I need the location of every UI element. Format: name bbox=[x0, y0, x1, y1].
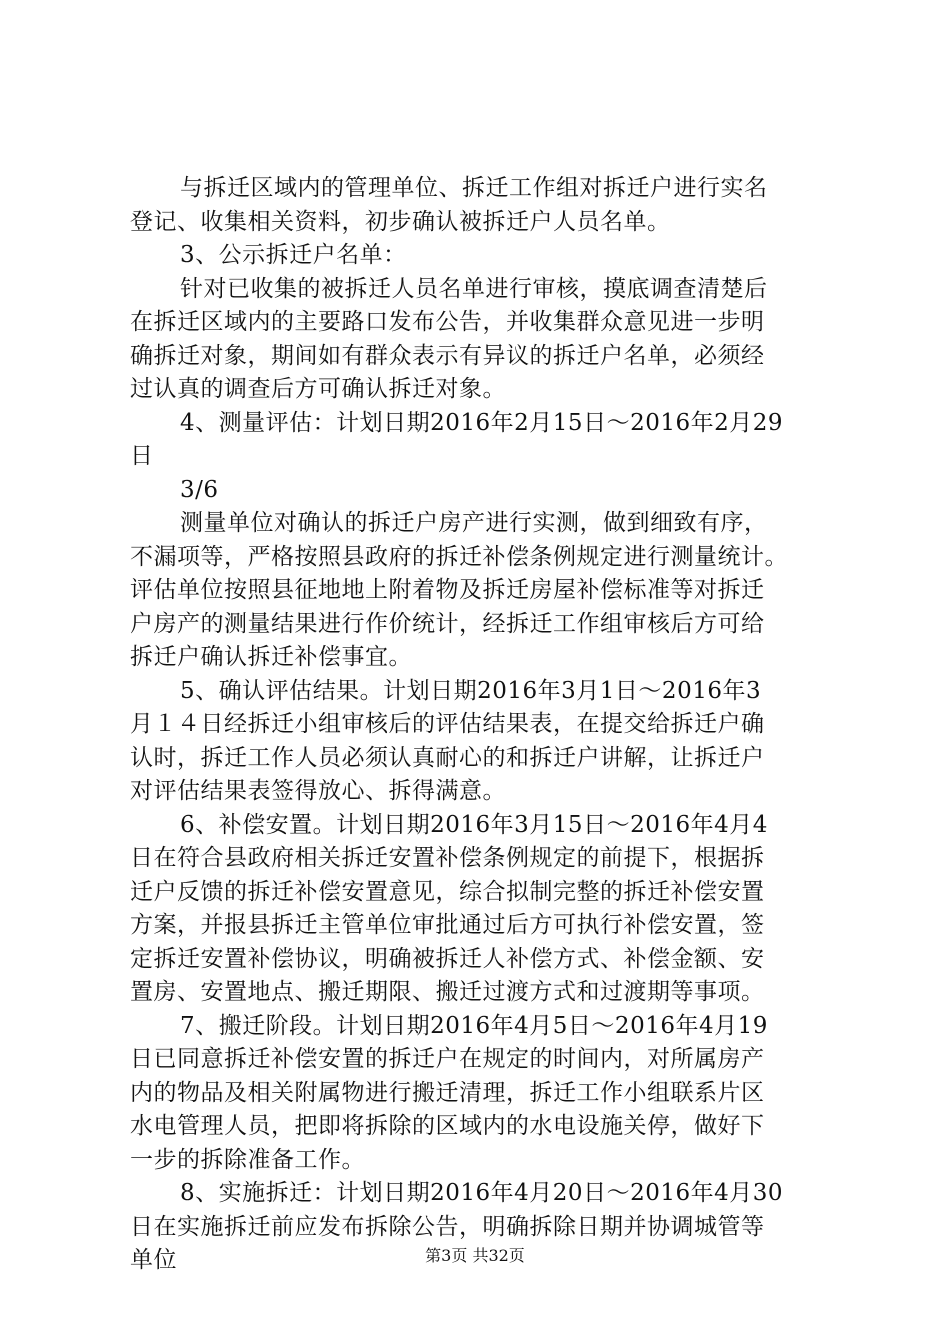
text-line: 不漏项等，严格按照县政府的拆迁补偿条例规定进行测量统计。 bbox=[130, 543, 788, 570]
text-line: 置房、安置地点、搬迁期限、搬迁过渡方式和过渡期等事项。 bbox=[130, 979, 765, 1005]
text-line: 方案，并报县拆迁主管单位审批通过后方可执行补偿安置，签 bbox=[130, 912, 765, 938]
text-line: 月１４日经拆迁小组审核后的评估结果表，在提交给拆迁户确 bbox=[130, 711, 765, 737]
text-line: 日 bbox=[130, 443, 154, 469]
text-line: 内的物品及相关附属物进行搬迁清理，拆迁工作小组联系片区 bbox=[130, 1079, 765, 1106]
text-line: 单位 bbox=[130, 1247, 177, 1273]
text-line: 在拆迁区域内的主要路口发布公告，并收集群众意见进一步明 bbox=[130, 309, 765, 335]
text-line: 日在实施拆迁前应发布拆除公告，明确拆除日期并协调城管等 bbox=[130, 1213, 765, 1240]
text-line: 拆迁户确认拆迁补偿事宜。 bbox=[130, 644, 412, 670]
text-line: 登记、收集相关资料，初步确认被拆迁户人员名单。 bbox=[130, 208, 671, 235]
text-line: 确拆迁对象，期间如有群众表示有异议的拆迁户名单，必须经 bbox=[130, 342, 765, 369]
text-line: 测量单位对确认的拆迁户房产进行实测，做到细致有序， bbox=[180, 510, 768, 536]
text-line: 水电管理人员，把即将拆除的区域内的水电设施关停，做好下 bbox=[130, 1113, 765, 1139]
text-line: 与拆迁区域内的管理单位、拆迁工作组对拆迁户进行实名 bbox=[180, 175, 768, 201]
section-heading: 5、确认评估结果。计划日期2016年3月1日～2016年3 bbox=[180, 677, 762, 704]
text-line: 定拆迁安置补偿协议，明确被拆迁人补偿方式、补偿金额、安 bbox=[130, 945, 765, 972]
section-heading: 8、实施拆迁：计划日期2016年4月20日～2016年4月30 bbox=[180, 1180, 783, 1206]
page-marker: 3/6 bbox=[180, 476, 219, 503]
section-heading: 3、公示拆迁户名单： bbox=[180, 242, 407, 268]
text-line: 认时，拆迁工作人员必须认真耐心的和拆迁户讲解，让拆迁户 bbox=[130, 744, 765, 771]
document-body bbox=[130, 172, 830, 1278]
text-line: 户房产的测量结果进行作价统计，经拆迁工作组审核后方可给 bbox=[130, 610, 765, 637]
text-line: 迁户反馈的拆迁补偿安置意见，综合拟制完整的拆迁补偿安置 bbox=[130, 878, 765, 905]
page-footer bbox=[0, 1243, 950, 1266]
text-line: 评估单位按照县征地地上附着物及拆迁房屋补偿标准等对拆迁 bbox=[130, 577, 765, 603]
page-number-label: 第3页 共32页 bbox=[425, 1246, 525, 1265]
section-heading: 4、测量评估：计划日期2016年2月15日～2016年2月29 bbox=[180, 409, 783, 436]
section-heading: 6、补偿安置。计划日期2016年3月15日～2016年4月4 bbox=[180, 811, 768, 838]
text-line: 过认真的调查后方可确认拆迁对象。 bbox=[130, 376, 506, 402]
text-line: 对评估结果表签得放心、拆得满意。 bbox=[130, 778, 506, 804]
text-line: 一步的拆除准备工作。 bbox=[130, 1146, 365, 1173]
text-line: 日在符合县政府相关拆迁安置补偿条例规定的前提下，根据拆 bbox=[130, 845, 765, 871]
section-heading: 7、搬迁阶段。计划日期2016年4月5日～2016年4月19 bbox=[180, 1012, 768, 1039]
text-line: 针对已收集的被拆迁人员名单进行审核，摸底调查清楚后 bbox=[180, 275, 768, 302]
text-line: 日已同意拆迁补偿安置的拆迁户在规定的时间内，对所属房产 bbox=[130, 1046, 765, 1072]
